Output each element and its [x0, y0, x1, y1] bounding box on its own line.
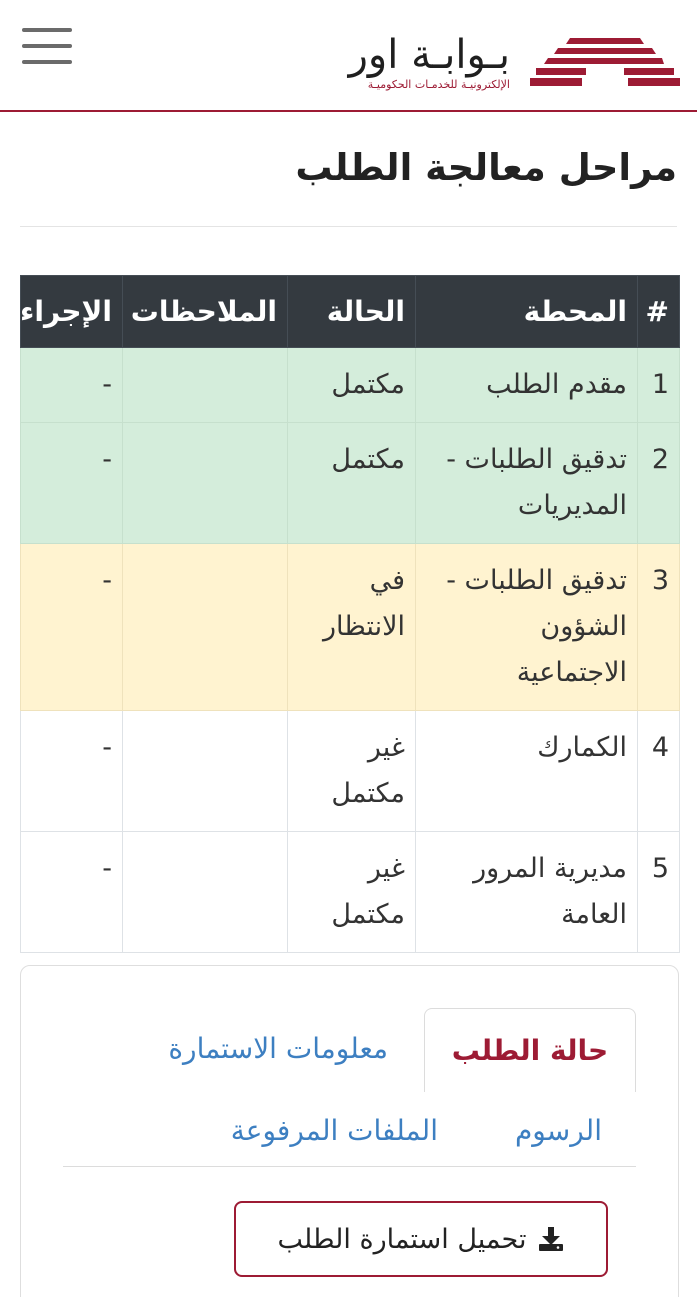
header-station: المحطة	[416, 276, 638, 348]
row-number: 1	[638, 348, 680, 423]
table-header-row	[21, 276, 680, 348]
row-station: مقدم الطلب	[416, 348, 638, 423]
row-status: مكتمل	[288, 423, 416, 544]
table-row	[21, 423, 680, 544]
row-station: مديرية المرور العامة	[416, 832, 638, 953]
title-divider	[20, 226, 677, 227]
header	[0, 0, 697, 112]
row-number: 4	[638, 711, 680, 832]
table-row	[21, 544, 680, 711]
table-row	[21, 348, 680, 423]
row-station: الكمارك	[416, 711, 638, 832]
logo-mark-icon	[530, 30, 680, 94]
row-status: مكتمل	[288, 348, 416, 423]
download-icon	[538, 1226, 564, 1252]
tabs-divider	[63, 1166, 636, 1167]
tab-fees[interactable]: الرسوم	[514, 1114, 602, 1147]
tab-uploaded-files[interactable]: الملفات المرفوعة	[230, 1114, 438, 1147]
table-row	[21, 711, 680, 832]
row-status: غير مكتمل	[288, 832, 416, 953]
row-action: -	[21, 423, 123, 544]
row-action: -	[21, 348, 123, 423]
row-number: 2	[638, 423, 680, 544]
page-title: مراحل معالجة الطلب	[295, 146, 677, 189]
header-status: الحالة	[288, 276, 416, 348]
row-notes	[123, 544, 288, 711]
row-station: تدقيق الطلبات - المديريات	[416, 423, 638, 544]
row-action: -	[21, 544, 123, 711]
row-notes	[123, 423, 288, 544]
header-action: الإجراء	[21, 276, 123, 348]
row-notes	[123, 832, 288, 953]
header-number: #	[638, 276, 680, 348]
row-notes	[123, 711, 288, 832]
row-action: -	[21, 711, 123, 832]
request-details-card	[20, 965, 679, 1297]
tab-request-status[interactable]: حالة الطلب	[424, 1008, 636, 1092]
row-status: غير مكتمل	[288, 711, 416, 832]
hamburger-menu-icon[interactable]	[22, 28, 72, 68]
logo-text: بـوابـة اور	[348, 32, 510, 78]
download-form-button[interactable]	[234, 1201, 608, 1277]
row-action: -	[21, 832, 123, 953]
header-notes: الملاحظات	[123, 276, 288, 348]
row-notes	[123, 348, 288, 423]
table-row	[21, 832, 680, 953]
portal-logo[interactable]	[340, 24, 680, 94]
row-number: 3	[638, 544, 680, 711]
row-status: في الانتظار	[288, 544, 416, 711]
row-number: 5	[638, 832, 680, 953]
stages-table	[20, 275, 680, 953]
tab-form-info[interactable]: معلومات الاستمارة	[168, 1032, 388, 1065]
download-button-label: تحميل استمارة الطلب	[277, 1223, 527, 1255]
logo-subtitle: الإلكترونيـة للخدمـات الحكوميـة	[367, 78, 510, 91]
row-station: تدقيق الطلبات - الشؤون الاجتماعية	[416, 544, 638, 711]
